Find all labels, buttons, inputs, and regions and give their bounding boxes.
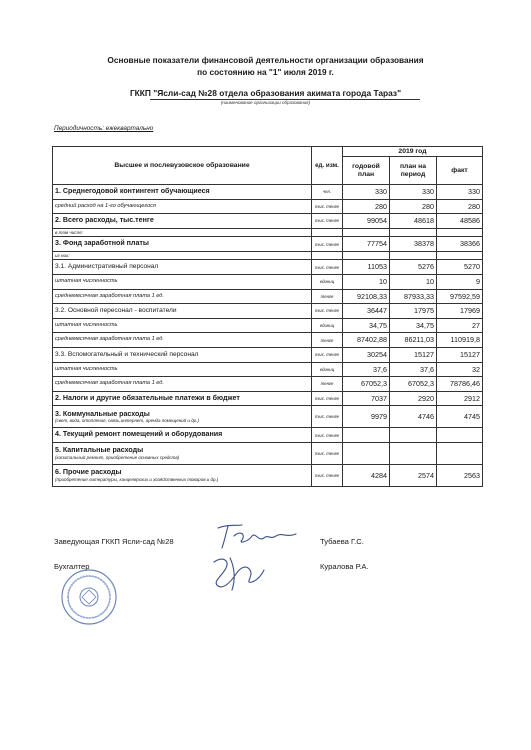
table-row [53,406,483,428]
row-period-plan: 86211,03 [390,333,437,348]
row-annual-plan: 9979 [343,406,390,428]
row-label-text: 1. Среднегодовой контингент обучающиеся [55,187,210,196]
row-label-text: штатная численность [55,278,118,285]
row-unit: единиц [312,318,343,333]
row-label [53,260,312,275]
row-unit: тыс. тенге [312,260,343,275]
row-label-text: 6. Прочие расходы [55,468,122,477]
row-annual-plan: 36447 [343,304,390,319]
row-fact [437,228,483,237]
row-period-plan: 280 [390,199,437,214]
row-label-text: 3. Коммунальные расходы [55,409,150,418]
row-fact [437,442,483,464]
row-label-text: в том числе: [55,229,84,235]
accountant-name: Куралова Р.А. [320,562,369,571]
row-fact [437,428,483,443]
row-fact: 4745 [437,406,483,428]
row-label-text: среднемесячная заработная плата 1 ед. [55,336,164,343]
table-row [53,289,483,304]
row-period-plan [390,428,437,443]
row-period-plan: 87933,33 [390,289,437,304]
row-period-plan: 38378 [390,237,437,252]
row-label [53,274,312,289]
row-period-plan: 17975 [390,304,437,319]
row-label [53,442,312,464]
row-annual-plan: 92108,33 [343,289,390,304]
head-signature [212,520,302,552]
row-unit: тыс. тенге [312,464,343,486]
row-annual-plan: 67052,3 [343,377,390,392]
row-label [53,237,312,252]
row-fact: 9 [437,274,483,289]
col-label-header: Высшее и послевузовское образование [53,147,312,185]
row-unit: тыс. тенге [312,199,343,214]
row-period-plan: 67052,3 [390,377,437,392]
row-label-text: 3.1. Административный персонал [55,263,159,271]
accountant-title: Бухгалтер [54,562,90,571]
row-label [53,185,312,200]
row-fact: 27 [437,318,483,333]
row-fact [437,251,483,260]
row-period-plan [390,442,437,464]
accountant-signature [200,552,270,594]
row-fact: 2563 [437,464,483,486]
row-label [53,362,312,377]
row-unit [312,228,343,237]
row-unit: тыс. тенге [312,237,343,252]
row-label [53,304,312,319]
row-annual-plan: 77754 [343,237,390,252]
table-row [53,274,483,289]
row-annual-plan: 37,6 [343,362,390,377]
row-annual-plan: 87402,88 [343,333,390,348]
row-annual-plan: 99054 [343,214,390,229]
col-period-header: план на период [390,157,437,185]
row-label-text: 2. Всего расходы, тыс.тенге [55,216,154,225]
row-fact: 5270 [437,260,483,275]
table-row [53,228,483,237]
row-fact: 32 [437,362,483,377]
col-unit-header: ед. изм. [312,147,343,185]
col-year-header: 2019 год [343,147,483,157]
row-period-plan: 330 [390,185,437,200]
row-fact: 97592,59 [437,289,483,304]
row-annual-plan [343,251,390,260]
row-label [53,318,312,333]
row-annual-plan [343,442,390,464]
row-period-plan: 15127 [390,347,437,362]
row-fact: 48586 [437,214,483,229]
row-annual-plan: 34,75 [343,318,390,333]
row-label-text: 3.3. Вспомогательный и технический персонал [55,351,199,359]
row-unit: тыс. тенге [312,347,343,362]
row-label [53,391,312,406]
row-unit: тыс. тенге [312,391,343,406]
row-label-text: штатная численность [55,321,118,328]
row-period-plan [390,251,437,260]
row-label [53,333,312,348]
row-note: (капитальный ремонт, приобретение основных средств) [55,454,180,460]
row-label [53,347,312,362]
row-unit [312,251,343,260]
table-row [53,442,483,464]
row-unit: чел. [312,185,343,200]
row-label [53,228,312,237]
row-unit: тенге [312,333,343,348]
row-note: (приобретение литературы, канцелярских и хозяйственных товаров и др.) [55,476,219,482]
row-annual-plan [343,428,390,443]
row-unit: тыс. тенге [312,428,343,443]
row-period-plan [390,228,437,237]
row-period-plan: 2920 [390,391,437,406]
document-date: по состоянию на "1" июля 2019 г. [197,67,334,77]
row-label [53,406,312,428]
row-annual-plan [343,228,390,237]
row-label-text: 3. Фонд заработной платы [55,239,149,248]
row-fact: 280 [437,199,483,214]
row-label-text: 3.2. Основной пересонал - воспитатели [55,307,177,315]
row-annual-plan: 4284 [343,464,390,486]
row-fact: 17969 [437,304,483,319]
table-row [53,347,483,362]
row-label-text: среднемесячная заработная плата 1 ед. [55,292,164,299]
row-unit: тенге [312,289,343,304]
row-unit: единиц [312,274,343,289]
row-period-plan: 5276 [390,260,437,275]
row-note: (свет, вода, отопление, связь,интернет, аренда помещений и др.) [55,417,199,423]
col-fact-header: факт [437,157,483,185]
row-unit: тыс. тенге [312,442,343,464]
row-label [53,464,312,486]
table-row [53,377,483,392]
row-label-text: 5. Капитальные расходы [55,446,144,455]
row-label [53,428,312,443]
row-period-plan: 37,6 [390,362,437,377]
table-row [53,362,483,377]
row-period-plan: 2574 [390,464,437,486]
table-row [53,214,483,229]
row-unit: тыс. тенге [312,214,343,229]
row-annual-plan: 10 [343,274,390,289]
row-unit: тенге [312,377,343,392]
row-period-plan: 10 [390,274,437,289]
row-label-text: среднемесячная заработная плата 1 ед. [55,380,164,387]
row-unit: тыс. тенге [312,304,343,319]
head-title: Заведующая ГККП Ясли-сад №28 [54,537,174,546]
row-fact: 38366 [437,237,483,252]
head-name: Тубаева Г.С. [320,537,364,546]
row-annual-plan: 280 [343,199,390,214]
row-label-text: 2. Налоги и другие обязательные платежи в бюджет [55,393,240,402]
table-row [53,304,483,319]
table-row [53,260,483,275]
row-unit: единиц [312,362,343,377]
row-period-plan: 48618 [390,214,437,229]
periodicity-label: Периодичность: ежеквартально [54,125,154,132]
table-row [53,199,483,214]
table-row [53,185,483,200]
row-label-text: штатная численность [55,365,118,372]
row-label [53,199,312,214]
row-label [53,214,312,229]
table-row [53,428,483,443]
row-label-text: 4. Текущий ремонт помещений и оборудования [55,430,223,439]
row-label-text: средний расход на 1-го обучающегося [55,202,156,209]
row-period-plan: 4746 [390,406,437,428]
table-row [53,318,483,333]
row-fact: 330 [437,185,483,200]
table-row [53,464,483,486]
row-label [53,377,312,392]
row-fact: 78786,46 [437,377,483,392]
row-period-plan: 34,75 [390,318,437,333]
row-label [53,289,312,304]
official-stamp [60,568,118,626]
table-header-row-1 [53,147,483,157]
table-row [53,237,483,252]
row-label [53,251,312,260]
row-fact: 2912 [437,391,483,406]
table-row [53,391,483,406]
organization-note: (наименование организации образования) [220,100,311,105]
table-row [53,333,483,348]
row-fact: 15127 [437,347,483,362]
financial-indicators-table [52,146,483,487]
row-fact: 110919,8 [437,333,483,348]
col-plan-header: годовой план [343,157,390,185]
row-label-text: из них: [55,252,70,258]
row-unit: тыс. тенге [312,406,343,428]
row-annual-plan: 11053 [343,260,390,275]
row-annual-plan: 7037 [343,391,390,406]
table-row [53,251,483,260]
organization-name: ГККП "Ясли-сад №28 отдела образования акимата города Тараз" [129,88,402,98]
row-annual-plan: 330 [343,185,390,200]
row-annual-plan: 30254 [343,347,390,362]
document-title: Основные показатели финансовой деятельности организации образования [107,55,424,65]
